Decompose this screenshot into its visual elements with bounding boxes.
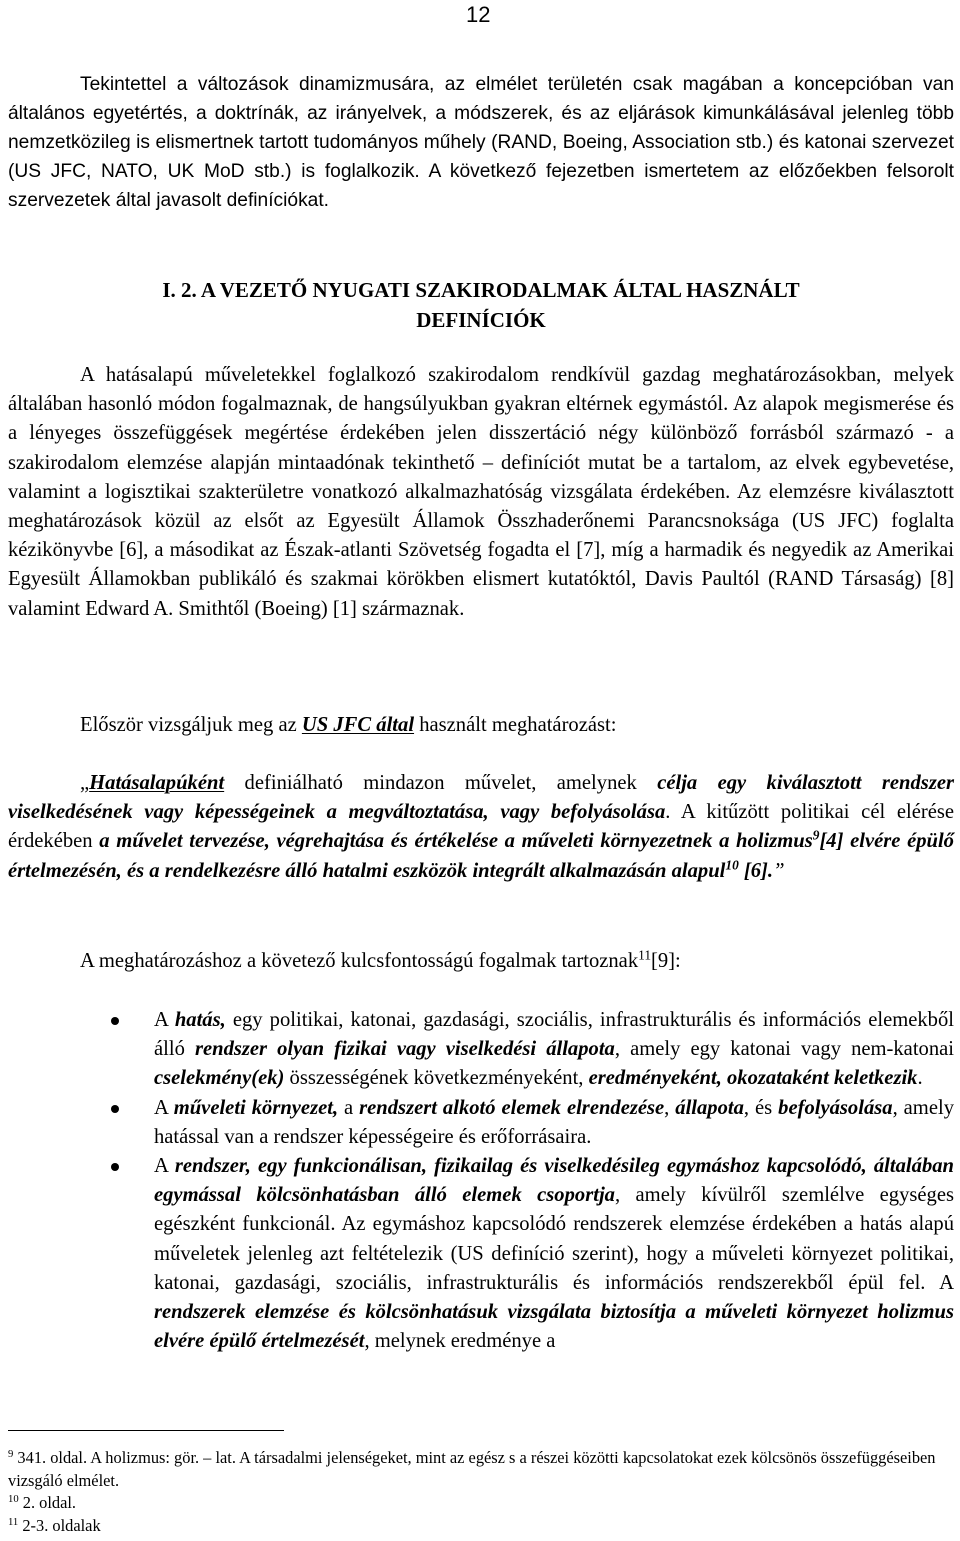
quote-text-1: definiálható mindazon művelet, amelynek: [224, 772, 658, 794]
section-heading-line-1: I. 2. A VEZETŐ NYUGATI SZAKIRODALMAK ÁLTAL HASZNÁLT: [162, 278, 800, 302]
body-part-1: A hatásalapú műveletekkel foglalkozó szakirodalom rendkívül gazdag meghatározásokban, melyek általában hasonló módon fogalmaznak, de hangsúlyukban gyakran eltérnek egymástól.: [8, 364, 954, 416]
item-emphasis: befolyásolása: [778, 1096, 893, 1119]
footnote-10: [8, 1492, 954, 1515]
us-jfc-intro-text: Először vizsgáljuk meg az: [80, 714, 302, 736]
quote-close-mark: ”: [773, 859, 785, 882]
footnote-ref-9[interactable]: 9: [812, 828, 820, 844]
item-text: egy politikai, katonai, gazdasági, szociális, infrastrukturális és információs elemekből álló: [154, 1009, 954, 1061]
us-jfc-emphasis: US JFC által: [301, 714, 415, 736]
item-text: összességének következményeként,: [284, 1067, 589, 1090]
footnote-text: 2-3. oldalak: [18, 1515, 101, 1535]
footnote-text: 341. oldal. A holizmus: gör. – lat. A társadalmi jelenségeket, mint az egész s a részei közötti kapcsolatokat ezek kölcsönös összefüggéseiben vizsgáló elmélet.: [8, 1448, 936, 1490]
us-jfc-intro-end: használt meghatározást:: [414, 714, 617, 736]
item-text: , melynek eredménye a: [364, 1330, 556, 1353]
footnote-separator: [8, 1430, 284, 1431]
footnote-11: [8, 1515, 954, 1538]
item-emphasis: eredményeként, okozataként keletkezik: [588, 1067, 918, 1090]
item-text: A: [154, 1096, 174, 1119]
bullet-icon: [111, 1163, 119, 1171]
quote-emphasis-3: [4] elvére épülő értelmezésén, és a rendelkezésre álló hatalmi eszközök integrált alkalmazásán alapul: [8, 830, 954, 882]
quote-open-mark: „: [80, 772, 90, 794]
quote-emphasis-2: a művelet tervezése, végrehajtása és értékelése a műveleti környezetnek a holizmus: [99, 830, 813, 853]
footnote-ref-10[interactable]: 10: [725, 857, 739, 873]
item-emphasis: rendszerek elemzése és kölcsönhatásuk vizsgálata biztosítja a műveleti környezet holizmus elvére épülő értelmezését: [154, 1301, 954, 1353]
item-text: ,: [664, 1096, 676, 1119]
item-emphasis: rendszert alkotó elemek elrendezése: [359, 1096, 665, 1119]
footnote-number: 9: [8, 1449, 14, 1461]
list-item-muveleti-kornyezet: [0, 1094, 954, 1152]
item-text: A: [154, 1155, 175, 1178]
intro-sentence-2: A következő fejezetben ismertetem az előzőekben felsorolt szervezetek által javasolt definíciókat.: [8, 161, 954, 211]
footnote-number: 10: [8, 1494, 19, 1506]
item-emphasis: rendszer olyan fizikai vagy viselkedési állapota: [194, 1038, 615, 1061]
item-term: hatás,: [174, 1009, 226, 1031]
item-text: , amely egy katonai vagy nem-katonai: [614, 1038, 954, 1061]
footnotes: [8, 1447, 954, 1537]
us-jfc-intro: [8, 711, 954, 740]
quote-term: Hatásalapúként: [89, 772, 225, 794]
list-item-hatas: [0, 1006, 954, 1094]
key-concepts-list: [0, 1006, 960, 1356]
item-emphasis: állapota: [675, 1096, 744, 1119]
definition-quote: [8, 769, 954, 886]
item-term: rendszer, egy funkcionálisan, fizikailag és viselkedésileg egymáshoz kapcsolódó, általában egymással kölcsönhatásban álló elemek csoportja: [154, 1155, 954, 1207]
page-number: 12: [466, 2, 491, 27]
bullet-icon: [111, 1105, 119, 1113]
item-text: , és: [743, 1096, 779, 1119]
footnote-text: 2. oldal.: [18, 1493, 77, 1513]
key-concepts-intro: [8, 947, 954, 976]
quote-emphasis-1: célja egy kiválasztott rendszer viselkedésének vagy képességeinek a megváltoztatása, vagy befolyásolása: [8, 772, 954, 824]
item-text: a: [338, 1096, 360, 1119]
section-heading: [8, 276, 954, 335]
footnote-9: [8, 1447, 954, 1492]
intro-sentence-1: Tekintettel a változások dinamizmusára, az elmélet területén csak magában a koncepcióban van általános egyetértés, a doktrínák, az irányelvek, a módszerek, és az eljárások kimunkálásával jelenleg több nemzetközileg is elismertnek tartott tudományos műhely (RAND, Boeing, Association stb.) és katonai szervezet (US JFC, NATO, UK MoD stb.) is foglalkozik.: [8, 74, 954, 182]
key-concepts-ref: [9]:: [651, 950, 681, 972]
body-paragraph: [8, 361, 954, 624]
item-text: .: [917, 1067, 923, 1090]
bullet-icon: [111, 1017, 119, 1025]
footnote-ref-11[interactable]: 11: [638, 947, 652, 963]
intro-paragraph: [8, 70, 954, 215]
section-heading-line-2: DEFINÍCIÓK: [416, 307, 546, 332]
body-part-2: Az alapok megismerése és a lényeges összefüggések megértése érdekében jelen disszertáció négy különböző forrásból származó - a szakirodalom elemzése alapján mintaadónak tekinthető – definíciót mutat be a tartalom, az elvek egybevetése, valamint a logisztikai szakterületre vonatkozó alkalmazhatóság vizsgálata érdekében. Az elemzésre kiválasztott meghatározások közül az elsőt az Egyesült Államok Összhaderőnemi Parancsnoksága (US JFC) foglalta kézikönyvbe [6], a másodikat az Észak-atlanti Szövetség fogadta el [7], míg a harmadik és negyedik az Amerikai Egyesült Államokban publikáló és szakmai körökben elismert kutatóktól, Davis Paultól (RAND Társaság) [8] valamint Edward A. Smithtől (Boeing) [1] származnak.: [8, 393, 955, 620]
key-concepts-text: A meghatározáshoz a követező kulcsfontosságú fogalmak tartoznak: [80, 950, 639, 972]
list-item-rendszer: [0, 1152, 954, 1356]
item-text: , amely hatással van a rendszer képességeire és erőforrásaira.: [154, 1096, 954, 1148]
quote-citation: [6].: [738, 859, 774, 882]
item-term: műveleti környezet,: [173, 1096, 339, 1119]
footnote-number: 11: [8, 1516, 19, 1528]
quote-text-2: . A kitűzött politikai cél elérése érdekében: [8, 801, 954, 853]
item-emphasis: cselekmény(ek): [154, 1067, 285, 1090]
item-text: A: [154, 1009, 175, 1031]
item-text: , amely kívülről szemlélve egységes egészként funkcionál. Az egymáshoz kapcsolódó rendszerek elemzése érdekében a hatás alapú műveletek jelenleg azt feltételezik (US definíció szerint), hogy a műveleti környezet politikai, katonai, gazdasági, szociális, infrastrukturális és információs rendszerekből épül fel. A: [154, 1184, 954, 1294]
